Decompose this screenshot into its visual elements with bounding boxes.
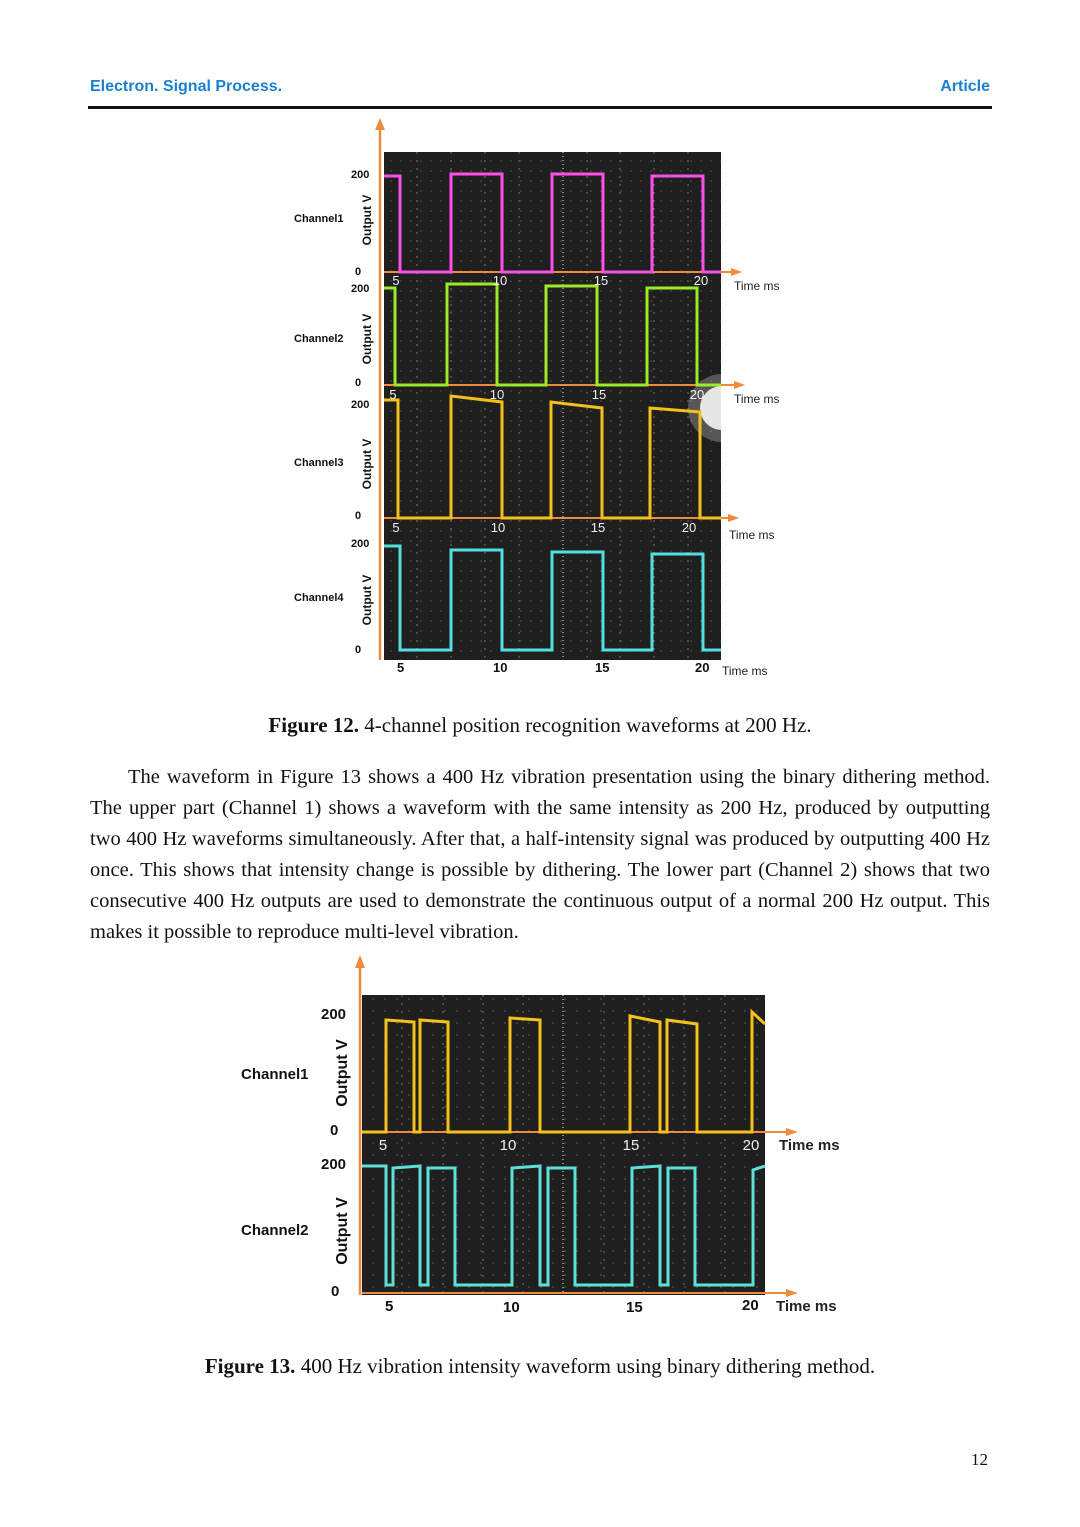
fig12-ch4-ytick-200: 200 <box>351 538 370 550</box>
svg-text:15: 15 <box>593 273 609 288</box>
fig13-ch2-ylabel: Output V <box>334 1197 351 1265</box>
fig13-bottom-xlabel: Time ms <box>776 1298 837 1315</box>
fig12-bottom-xlabel: Time ms <box>722 664 768 678</box>
fig13-xtick-5: 5 <box>385 1298 394 1315</box>
fig13-channel2-label: Channel2 <box>241 1222 309 1239</box>
svg-text:10: 10 <box>490 520 506 535</box>
fig12-ch2-ylabel: Output V <box>360 313 374 365</box>
svg-text:10: 10 <box>499 1137 517 1154</box>
page-number: 12 <box>971 1450 988 1469</box>
fig12-ch4-ylabel: Output V <box>360 574 374 626</box>
fig12-xtick-10: 10 <box>493 660 508 675</box>
svg-text:5: 5 <box>378 1137 388 1154</box>
fig13-xtick-10: 10 <box>503 1299 520 1316</box>
figure-13-caption-label: Figure 13. <box>204 1354 296 1378</box>
fig12-ch3-ytick-0: 0 <box>355 510 362 522</box>
fig12-channel1-label: Channel1 <box>294 213 344 225</box>
fig12-xtick-5: 5 <box>397 660 405 675</box>
body-paragraph: The waveform in Figure 13 shows a 400 Hz vibration presentation using the binary dithering method. The upper part (Channel 1) shows a waveform with the same intensity as 200 Hz, produced by outputting two 400 Hz waveforms simultaneously. After that, a half-intensity signal was produced by outputting 400 Hz once. This shows that intensity change is possible by dithering. The lower part (Channel 2) shows that two consecutive 400 Hz outputs are used to demonstrate the continuous output of a normal 200 Hz output. This makes it possible to reproduce multi-level vibration. <box>90 766 990 943</box>
fig13-ch1-xlabel: Time ms <box>779 1137 840 1154</box>
fig12-channel3-label: Channel3 <box>294 457 344 469</box>
fig12-ch1-ytick-200: 200 <box>351 169 370 181</box>
svg-text:15: 15 <box>590 520 606 535</box>
fig12-channel2-label: Channel2 <box>294 333 344 345</box>
fig12-ch2-ytick-0: 0 <box>355 377 362 389</box>
svg-text:20: 20 <box>742 1137 760 1154</box>
fig12-ch3-ytick-200: 200 <box>351 399 370 411</box>
fig13-ch1-ytick-200: 200 <box>321 1006 347 1023</box>
fig13-channel1-label: Channel1 <box>241 1066 309 1083</box>
fig13-ch2-ytick-0: 0 <box>331 1283 340 1300</box>
svg-text:5: 5 <box>392 520 400 535</box>
fig12-ch1-ytick-0: 0 <box>355 266 362 278</box>
fig12-xtick-20: 20 <box>695 660 710 675</box>
figure-13-caption-text: 400 Hz vibration intensity waveform using binary dithering method. <box>295 1354 876 1378</box>
figure-12-caption-label: Figure 12. <box>268 713 360 737</box>
svg-text:10: 10 <box>492 273 508 288</box>
figure-13-caption <box>0 1354 1080 1379</box>
fig13-xtick-20: 20 <box>742 1297 759 1314</box>
fig12-ch2-ytick-200: 200 <box>351 283 370 295</box>
fig13-ch2-ytick-200: 200 <box>321 1156 347 1173</box>
fig12-ch2-xlabel: Time ms <box>734 392 780 406</box>
svg-text:15: 15 <box>622 1137 640 1154</box>
figure-12 <box>0 110 1080 700</box>
figure-12-caption <box>0 713 1080 738</box>
fig12-ch3-ylabel: Output V <box>360 438 374 490</box>
svg-text:20: 20 <box>693 273 709 288</box>
running-header <box>88 70 992 109</box>
fig13-ch1-ytick-0: 0 <box>330 1122 339 1139</box>
svg-text:15: 15 <box>591 387 607 402</box>
fig12-ch1-xlabel: Time ms <box>734 279 780 293</box>
journal-name: Electron. Signal Process. <box>90 78 283 95</box>
fig12-ch1-ylabel: Output V <box>360 194 374 246</box>
fig13-xtick-15: 15 <box>626 1299 643 1316</box>
figure-13-plot <box>0 950 1080 1330</box>
figure-12-caption-text: 4-channel position recognition waveforms at 200 Hz. <box>359 713 812 737</box>
ch1-screen-tick-5: 5 <box>392 273 400 288</box>
svg-text:20: 20 <box>681 520 697 535</box>
fig12-ch4-ytick-0: 0 <box>355 644 362 656</box>
article-type: Article <box>940 78 990 95</box>
fig12-ch3-xlabel: Time ms <box>729 528 775 542</box>
fig12-xtick-15: 15 <box>595 660 610 675</box>
fig12-channel4-label: Channel4 <box>294 592 344 604</box>
svg-text:10: 10 <box>489 387 505 402</box>
figure-12-plot <box>0 110 1080 700</box>
fig13-ch1-ylabel: Output V <box>334 1039 351 1107</box>
svg-text:20: 20 <box>689 387 705 402</box>
figure-13 <box>0 950 1080 1330</box>
svg-text:5: 5 <box>389 387 397 402</box>
